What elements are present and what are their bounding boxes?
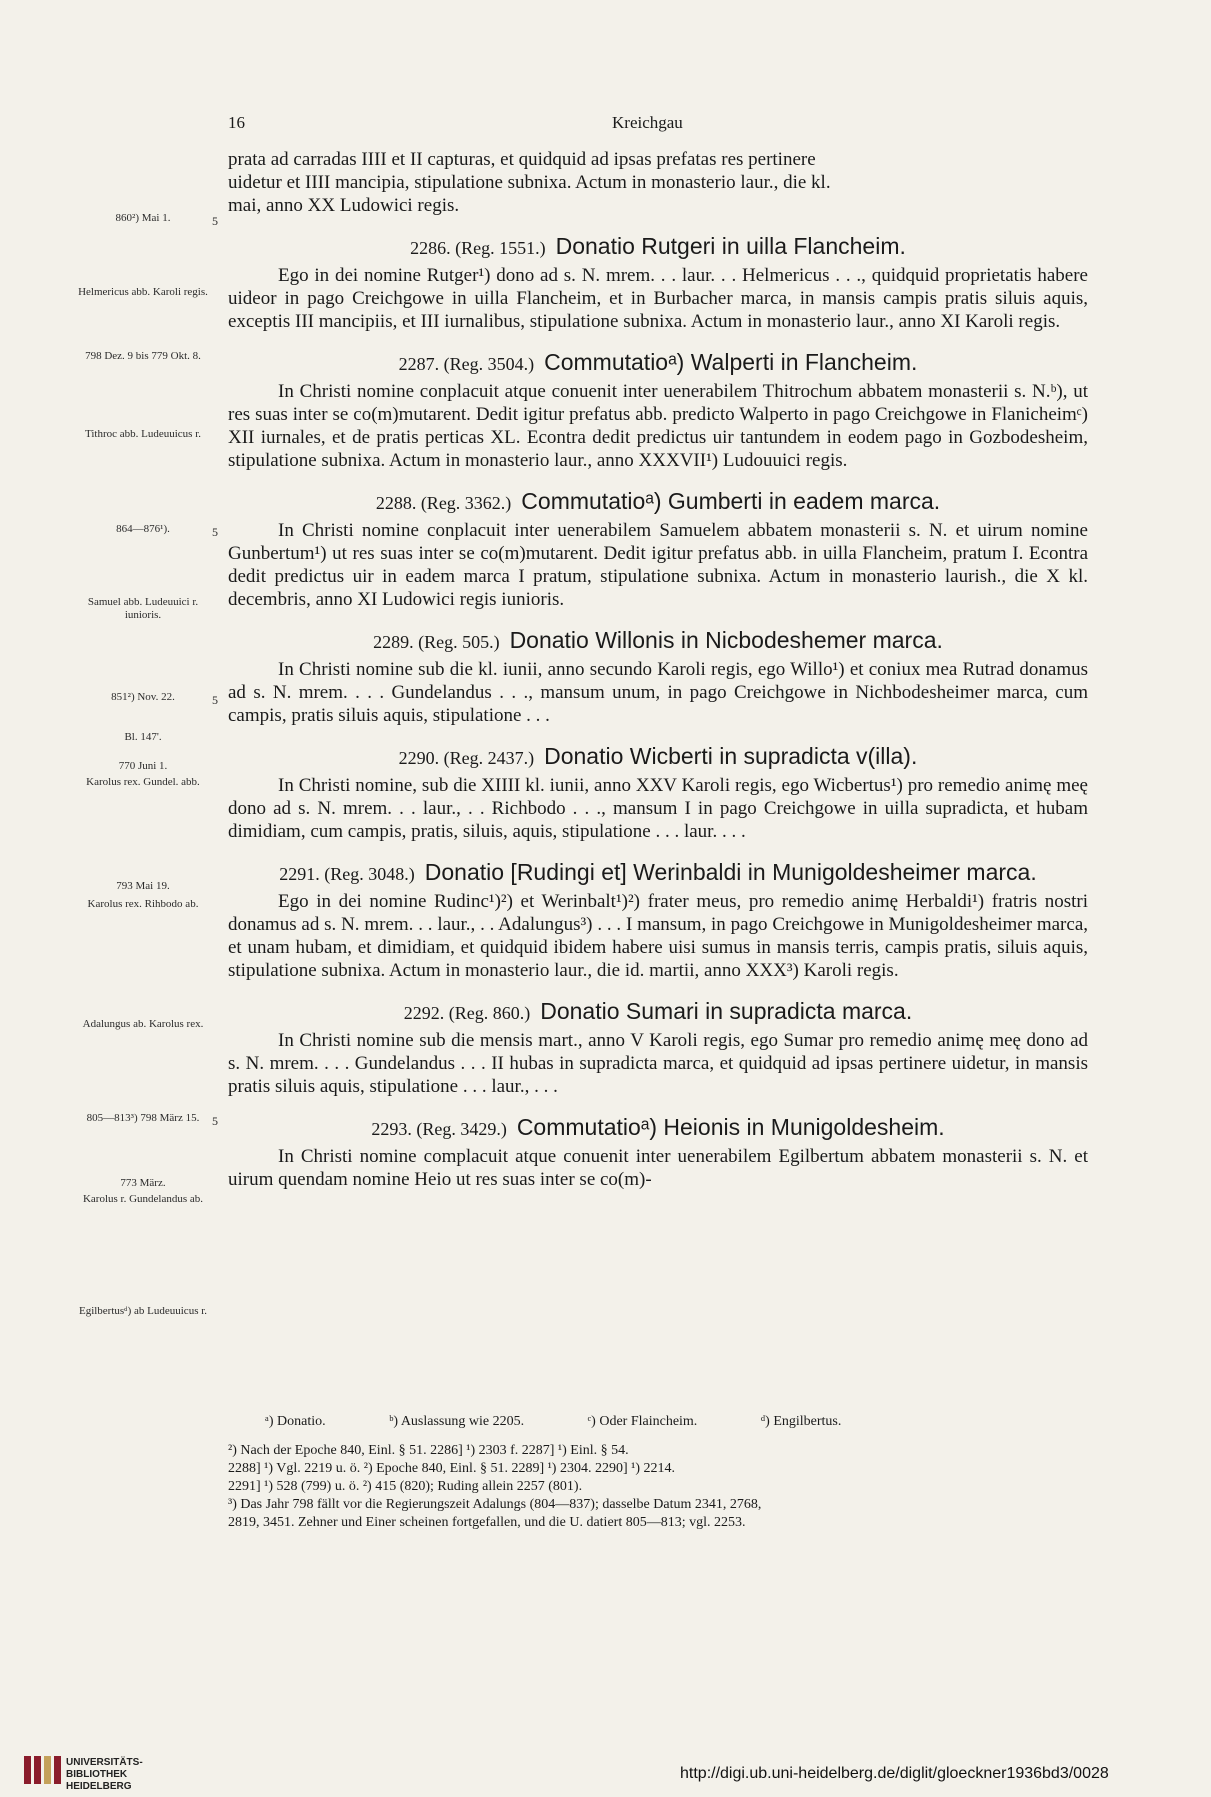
footnote-line: ²) Nach der Epoche 840, Einl. § 51. 2286] ¹) 2303 f. 2287] ¹) Einl. § 54.	[228, 1443, 629, 1458]
margin-note: 860²) Mai 1.	[115, 212, 171, 224]
margin-note: Bl. 147'.	[124, 731, 162, 743]
entry-title: Commutatioᵃ) Walperti in Flancheim.	[544, 349, 918, 375]
entry-2289	[228, 629, 1088, 727]
line-number: 5	[212, 525, 218, 539]
margin-note: Adalungus ab. Karolus rex.	[82, 1018, 204, 1030]
margin-note: Karolus rex. Gundel. abb.	[86, 776, 200, 788]
entry-number: 2287. (Reg. 3504.)	[398, 354, 535, 374]
entry-2291	[228, 861, 1088, 982]
entry-text: In Christi nomine sub die mensis mart., anno V Karoli regis, ego Sumar pro remedio animę meę dono ad s. N. mrem. . . . Gundelandus . . . II hubas in supradicta marca, et quidquid ad ipsas pertinere uidetur, in mansis pratis siluis aquis, stipulatione . . . laur., . . .	[228, 1030, 1088, 1097]
entry-number: 2290. (Reg. 2437.)	[398, 748, 535, 768]
entry-text: Ego in dei nomine Rutger¹) dono ad s. N. mrem. . . laur. . . Helmericus . . ., quidquid proprietatis habere uideor in pago Creichgowe in uilla Flancheim, et in Burbacher marca, in mansis campis pratis siluis aquis, exceptis III mancipiis, et III iurnalibus, stipulatione subnixa. Actum in monasterio laur., anno XI Karoli regis.	[228, 265, 1088, 332]
margin-note: 793 Mai 19.	[116, 880, 170, 892]
margin-note: 773 März.	[120, 1177, 166, 1189]
entry-number: 2288. (Reg. 3362.)	[375, 493, 512, 513]
entry-2292	[228, 1000, 1088, 1098]
entry-text: Ego in dei nomine Rudinc¹)²) et Werinbalt¹)²) frater meus, pro remedio animę Herbaldi¹) fratris nostri donamus ad s. N. mrem. . . laur., . . Adalungus³) . . . I mansum, in pago Creichgowe in Munigoldesheimer marca, et unam hubam, et dimidiam, et quidquid ibidem habere uisi sumus in mansis terris, campis pratis, siluis aquis, stipulatione subnixa. Actum in monasterio laur., die id. martii, anno XXX³) Karoli regis.	[228, 891, 1088, 981]
margin-note: 770 Juni 1.	[118, 760, 168, 772]
footnote-line: 2291] ¹) 528 (799) u. ö. ²) 415 (820); Ruding allein 2257 (801).	[228, 1479, 583, 1494]
apparatus-note: ᵃ) Donatio.	[265, 1414, 326, 1429]
entry-2290	[228, 745, 1088, 843]
margin-note: Karolus rex. Rihbodo ab.	[87, 898, 199, 910]
entry-2286	[228, 235, 1088, 333]
apparatus-note: ᵈ) Engilbertus.	[760, 1414, 842, 1429]
margin-note: Karolus r. Gundelandus ab.	[82, 1193, 204, 1205]
entry-number: 2286. (Reg. 1551.)	[410, 238, 546, 258]
permalink[interactable]: http://digi.ub.uni-heidelberg.de/diglit/gloeckner1936bd3/0028	[680, 1765, 1109, 1782]
footnote-line: 2819, 3451. Zehner und Einer scheinen fortgefallen, und die U. datiert 805—813; vgl. 2253.	[228, 1515, 746, 1530]
entry-text: In Christi nomine sub die kl. iunii, anno secundo Karoli regis, ego Willo¹) et coniux mea Rutrad donamus ad s. N. mrem. . . . Gundelandus . . ., mansum unum, in pago Creichgowe in Nichbodesheimer marca, cum campis, pratis siluis aquis, stipulatione . . .	[228, 659, 1088, 726]
page-number: 16	[228, 113, 245, 132]
entry-number: 2292. (Reg. 860.)	[403, 1003, 531, 1023]
library-name: UNIVERSITÄTS- BIBLIOTHEK HEIDELBERG	[66, 1757, 143, 1792]
entry-title: Donatio Rutgeri in uilla Flancheim.	[555, 233, 906, 259]
entry-title: Donatio Wicberti in supradicta v(illa).	[544, 743, 918, 769]
margin-note: Samuel abb. Ludeuuici r. iunioris.	[87, 596, 199, 621]
entry-title: Commutatioᵃ) Heionis in Munigoldesheim.	[516, 1114, 945, 1140]
margin-note: Tithroc abb. Ludeuuicus r.	[85, 428, 201, 440]
margin-note: 864—876¹).	[116, 523, 170, 535]
margin-note: 798 Dez. 9 bis 779 Okt. 8.	[85, 350, 201, 362]
running-title: Kreichgau	[612, 113, 683, 132]
entry-title: Donatio Sumari in supradicta marca.	[540, 998, 913, 1024]
entry-title: Commutatioᵃ) Gumberti in eadem marca.	[521, 488, 941, 514]
apparatus-note: ᶜ) Oder Flaincheim.	[587, 1414, 698, 1429]
entry-number: 2291. (Reg. 3048.)	[279, 864, 415, 884]
entry-title: Donatio Willonis in Nicbodeshemer marca.	[509, 627, 943, 653]
margin-note: Helmericus abb. Karoli regis.	[78, 286, 208, 298]
entry-2288	[228, 490, 1088, 611]
entry-number: 2293. (Reg. 3429.)	[371, 1119, 507, 1139]
margin-note: Egilbertusᵈ) ab Ludeuuicus r.	[78, 1305, 208, 1317]
entry-text: In Christi nomine conplacuit inter uenerabilem Samuelem abbatem monasterii s. N. et uirum nomine Gunbertum¹) ut res suas inter se co(m)mutarent. Dedit igitur prefatus abb. in uilla Flancheim, pratum I. Econtra dedit predictus uir in eadem marca I pratum, stipulatione subnixa. Actum in monasterio laurish., die X kl. decembris, anno XI Ludowici regis iunioris.	[228, 520, 1088, 610]
entry-title: Donatio [Rudingi et] Werinbaldi in Munigoldesheimer marca.	[424, 859, 1037, 885]
entry-text: In Christi nomine, sub die XIIII kl. iunii, anno XXV Karoli regis, ego Wicbertus¹) pro remedio animę meę dono ad s. N. mrem. . . laur., . . Richbodo . . ., mansum I in pago Creichgowe in uilla supradicta, et hubam dimidiam, cum campis, pratis, siluis, aquis, stipulatione . . . laur. . . .	[228, 775, 1088, 842]
entry-text: In Christi nomine conplacuit atque conuenit inter uenerabilem Thitrochum abbatem monasterii s. N.ᵇ), ut res suas inter se co(m)mutarent. Dedit igitur prefatus abb. predicto Walperto in pago Creichgowe in Flanicheimᶜ) XII iurnales, et de pratis perticas XL. Econtra dedit predictus uir tantundem in eodem pago in Gozbodesheim, stipulatione subnixa. Actum in monasterio laur., anno XXXVII¹) Ludouuici regis.	[228, 381, 1088, 471]
main-text	[228, 148, 1088, 1191]
margin-note: 851²) Nov. 22.	[111, 691, 175, 703]
footnote-line: ³) Das Jahr 798 fällt vor die Regierungszeit Adalungs (804—837); dasselbe Datum 2341, 2768,	[228, 1497, 762, 1512]
margin-note: 805—813³) 798 März 15.	[86, 1112, 200, 1124]
entry-2287	[228, 351, 1088, 472]
line-number: 5	[212, 214, 218, 228]
footnote-line: 2288] ¹) Vgl. 2219 u. ö. ²) Epoche 840, Einl. § 51. 2289] ¹) 2304. 2290] ¹) 2214.	[228, 1461, 675, 1476]
line-number: 5	[212, 1114, 218, 1128]
top-line-2: uidetur et IIII mancipia, stipulatione subnixa. Actum in monasterio laur., die kl.	[228, 172, 831, 193]
line-number: 5	[212, 693, 218, 707]
top-line-3: mai, anno XX Ludowici regis.	[228, 195, 460, 216]
entry-2293	[228, 1116, 1088, 1191]
apparatus-note: ᵇ) Auslassung wie 2205.	[389, 1414, 525, 1429]
entry-number: 2289. (Reg. 505.)	[373, 632, 500, 652]
top-line-1: prata ad carradas IIII et II capturas, et quidquid ad ipsas prefatas res pertinere	[228, 149, 816, 170]
apparatus-notes	[265, 1414, 1105, 1430]
entry-text: In Christi nomine complacuit atque conuenit inter uenerabilem Egilbertum abbatem monasterii s. N. et uirum quendam nomine Heio ut res suas inter se co(m)-	[228, 1146, 1088, 1190]
